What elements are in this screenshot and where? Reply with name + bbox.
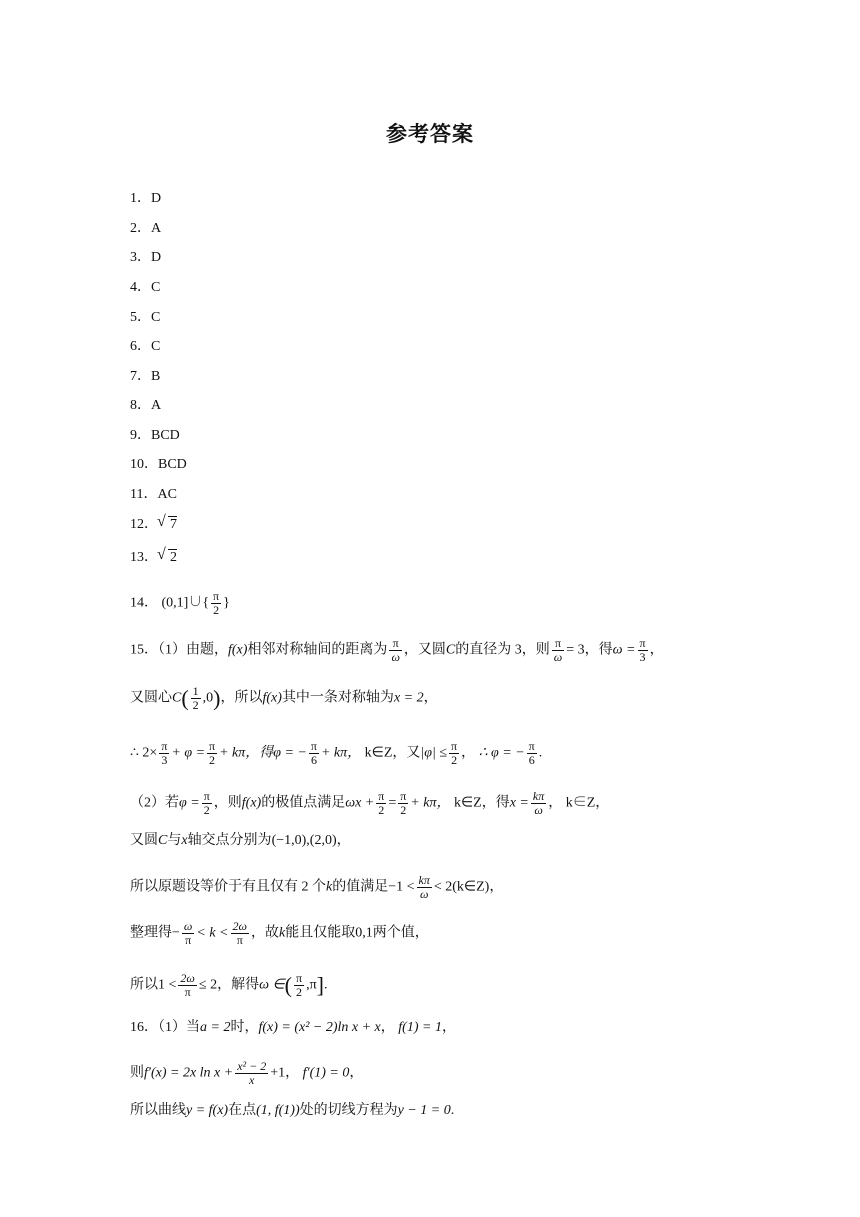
answer-7: 7．B — [130, 369, 161, 384]
answer-11: 11．AC — [130, 487, 177, 502]
q15-line-6: 所以原题设等价于有且仅有 2 个k的值满足−1 < $\frac{k\pi}{\omega}$ < 2(k∈Z)， — [130, 873, 504, 901]
q15-line-7: 整理得− $\frac{\omega}{\pi}$ < k < $\frac{2\omega}{\pi}$ ，故k能且仅能取0,1两个值， — [130, 919, 429, 947]
answer-3: 3．D — [130, 250, 162, 265]
answer-4: 4．C — [130, 280, 161, 295]
answer-12: 12．√ 7 — [130, 516, 177, 534]
answer-10: 10．BCD — [130, 457, 187, 472]
answer-6: 6．C — [130, 339, 161, 354]
q16-line-1: 16．（1）当a = 2时，f(x) = (x² − 2)ln x + x， f(1) = 1， — [130, 1020, 456, 1035]
answer-13: 13．√ 2 — [130, 549, 177, 567]
q15-line-4: （2）若φ = $\frac{\pi}{2}$ ，则f(x)的极值点满足ωx + $\frac{\pi}{2}$ = $\frac{\pi}{2}$ + kπ， k∈Z，得x = $\frac{k\pi}{\omega}$ ， k∈Z， — [130, 789, 610, 817]
page-title: 参考答案 — [386, 122, 474, 146]
q15-line-1: 15．（1）由题，f(x)相邻对称轴间的距离为 $\frac{\pi}{\omega}$ ，又圆C的直径为 3，则 $\frac{\pi}{\omega}$ = 3，得ω = $\frac{\pi}{3}$ ， — [130, 636, 664, 664]
answer-8: 8．A — [130, 398, 162, 413]
answer-1: 1．D — [130, 191, 162, 206]
q16-line-2: 则f′(x) = 2x ln x + $\frac{\text{x² − 2}}{x}$ +1， f′(1) = 0， — [130, 1059, 364, 1087]
q15-line-3: ∴ 2× $\frac{\pi}{3}$ + φ = $\frac{\pi}{2}$ + kπ，得φ = − $\frac{\pi}{6}$ + kπ， k∈Z，又|φ| ≤ $\frac{\pi}{2}$ ， ∴ φ = − $\frac{\pi}{6}$ . — [130, 739, 543, 767]
q15-line-8: 所以1 < $\frac{2\omega}{\pi}$ ≤ 2，解得ω ∈( $\frac{\pi}{2}$ ,π]. — [130, 971, 328, 999]
answer-5: 5．C — [130, 310, 161, 325]
q16-line-3: 所以曲线y = f(x)在点(1, f(1))处的切线方程为y − 1 = 0. — [130, 1103, 455, 1118]
q15-line-5: 又圆C与x轴交点分别为(−1,0),(2,0)， — [130, 833, 351, 848]
q15-line-2: 又圆心C( $\frac{1}{2}$ ,0)，所以f(x)其中一条对称轴为x = 2， — [130, 684, 438, 712]
answer-14: 14． (0,1]∪{ $\frac{\pi}{2}$ } — [130, 589, 230, 617]
answer-9: 9．BCD — [130, 428, 180, 443]
answer-2: 2．A — [130, 221, 162, 236]
